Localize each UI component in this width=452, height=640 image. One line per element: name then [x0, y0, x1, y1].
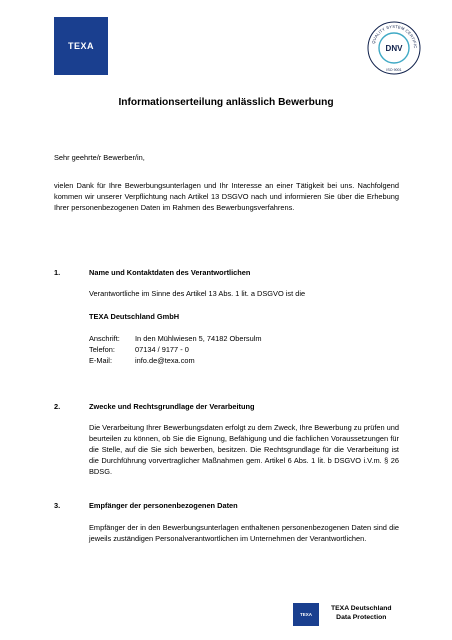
contact-phone	[89, 345, 189, 354]
document-title: Informationserteilung anlässlich Bewerbung	[118, 97, 334, 108]
section-1-text: Verantwortliche im Sinne des Artikel 13 Abs. 1 lit. a DSGVO ist die	[89, 289, 306, 298]
phone-label: Telefon:	[89, 345, 115, 354]
salutation: Sehr geehrte/r Bewerber/in,	[54, 153, 145, 162]
intro-paragraph: vielen Dank für Ihre Bewerbungsunterlagen und Ihr Interesse an einer Tätigkeit bei uns. Nachfolgend kommen wir unserer Verpflichtung nach Artikel 13 DSGVO nach und informieren Sie über die Erhebung Ihrer personenbezogenen Daten im Rahmen des Bewerbungsverfahrens.	[54, 181, 399, 212]
section-2-title: Zwecke und Rechtsgrundlage der Verarbeitung	[89, 402, 255, 411]
contact-email	[89, 356, 195, 365]
section-3-number: 3.	[54, 501, 61, 510]
phone-value: 07134 / 9177 - 0	[135, 345, 189, 354]
seal-ring-text: QUALITY SYSTEM CERTIFIC	[370, 23, 419, 49]
footer-line-2: Data Protection	[336, 614, 387, 621]
address-value: In den Mühlwiesen 5, 74182 Obersulm	[135, 334, 262, 343]
section-2-text: Die Verarbeitung Ihrer Bewerbungsdaten erfolgt zu dem Zweck, Ihre Bewerbung zu prüfen und beurteilen zu können, ob Sie die Eignung, Befähigung und die fachlichen Voraussetzungen für die Stelle, auf die Sie sich bewerben, besitzen. Die Rechtsgrundlage für die Verarbeitung ist die Durchführung vorvertraglicher Maßnahmen gem. Artikel 6 Abs. 1 lit. b DSGVO i.V.m. § 26 BDSG.	[89, 423, 399, 476]
section-1-number: 1.	[54, 268, 61, 277]
dnv-certification-seal	[366, 20, 422, 76]
section-3-text: Empfänger der in den Bewerbungsunterlagen enthaltenen personenbezogenen Daten sind die jeweils zuständigen Personalverantwortlichen im Unternehmen der Verantwortlichen.	[89, 523, 399, 543]
footer-line-1: TEXA Deutschland	[331, 605, 392, 612]
email-label: E-Mail:	[89, 356, 112, 365]
section-2-number: 2.	[54, 402, 61, 411]
footer-text	[331, 604, 392, 622]
seal-standard: ISO 9001	[386, 68, 402, 72]
texa-logo	[54, 17, 108, 75]
footer-texa-logo	[293, 603, 319, 626]
footer-logo-text: TEXA	[299, 612, 312, 617]
texa-logo-text: TEXA	[67, 41, 94, 51]
email-value: info.de@texa.com	[135, 356, 195, 365]
contact-address	[89, 334, 262, 343]
section-3-title: Empfänger der personenbezogenen Daten	[89, 501, 238, 510]
address-label: Anschrift:	[89, 334, 120, 343]
section-1-title: Name und Kontaktdaten des Verantwortlichen	[89, 268, 251, 277]
seal-brand: DNV	[385, 44, 403, 53]
company-name: TEXA Deutschland GmbH	[89, 312, 180, 321]
